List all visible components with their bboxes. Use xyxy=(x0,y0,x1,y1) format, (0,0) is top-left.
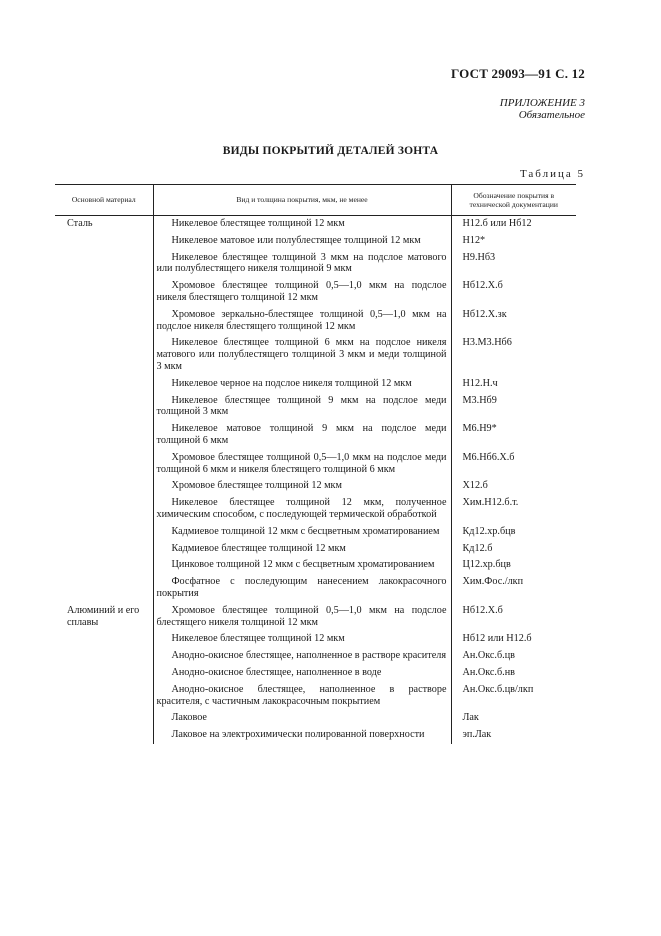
table-row xyxy=(55,278,576,307)
material-cell xyxy=(55,335,153,375)
designation-cell: Х12.б xyxy=(451,478,576,495)
material-cell xyxy=(55,557,153,574)
table-row xyxy=(55,376,576,393)
coating-cell: Кадмиевое толщиной 12 мкм с бесцветным хроматированием xyxy=(153,524,451,541)
table-row xyxy=(55,541,576,558)
material-cell xyxy=(55,631,153,648)
coating-cell: Анодно-окисное блестящее, наполненное в воде xyxy=(153,665,451,682)
designation-cell: Нб12.Х.б xyxy=(451,278,576,307)
coating-cell: Хромовое блестящее толщиной 12 мкм xyxy=(153,478,451,495)
coating-cell: Никелевое черное на подслое никеля толщиной 12 мкм xyxy=(153,376,451,393)
material-cell xyxy=(55,478,153,495)
coating-cell: Никелевое блестящее толщиной 3 мкм на подслое матового или полублестящего никеля толщиной 9 мкм xyxy=(153,250,451,279)
material-cell xyxy=(55,524,153,541)
material-cell: Сталь xyxy=(67,218,93,229)
table-row xyxy=(55,393,576,422)
designation-cell: эп.Лак xyxy=(451,727,576,744)
designation-cell: Ан.Окс.б.цв/лкп xyxy=(451,682,576,711)
table-row xyxy=(55,495,576,524)
material-cell xyxy=(55,393,153,422)
table-row xyxy=(55,524,576,541)
table-row xyxy=(55,631,576,648)
table-number: Таблица 5 xyxy=(519,168,585,180)
coating-cell: Лаковое xyxy=(153,710,451,727)
coating-cell: Анодно-окисное блестящее, наполненное в растворе красителя, с частичным лакокрасочным покрытием xyxy=(153,682,451,711)
material-cell xyxy=(55,376,153,393)
designation-cell: Н3.М3.Нб6 xyxy=(451,335,576,375)
coating-cell: Никелевое блестящее толщиной 12 мкм, полученное химическим способом, с последующей термической обработкой xyxy=(153,495,451,524)
designation-cell: Н12.Н.ч xyxy=(451,376,576,393)
table-row xyxy=(55,335,576,375)
material-cell xyxy=(55,278,153,307)
material-cell xyxy=(55,682,153,711)
material-cell: Алюминий и его сплавы xyxy=(67,604,140,628)
material-cell xyxy=(55,450,153,479)
table-row xyxy=(55,450,576,479)
table-row xyxy=(55,307,576,336)
table-header-row xyxy=(55,185,576,216)
table-row xyxy=(55,557,576,574)
designation-cell: Ц12.хр.бцв xyxy=(451,557,576,574)
table-row xyxy=(55,665,576,682)
designation-cell: Ан.Окс.б.нв xyxy=(451,665,576,682)
table-row xyxy=(55,421,576,450)
material-cell xyxy=(55,307,153,336)
material-cell xyxy=(55,665,153,682)
designation-cell: М6.Нб6.Х.б xyxy=(451,450,576,479)
coating-cell: Хромовое блестящее толщиной 0,5—1,0 мкм на подслое блестящего никеля толщиной 12 мкм xyxy=(153,603,451,632)
material-cell xyxy=(55,421,153,450)
coating-cell: Никелевое матовое толщиной 9 мкм на подслое меди толщиной 6 мкм xyxy=(153,421,451,450)
material-cell xyxy=(55,710,153,727)
designation-cell: Н9.Нб3 xyxy=(451,250,576,279)
column-header-material: Основной материал xyxy=(55,185,153,216)
table-row xyxy=(55,682,576,711)
material-cell xyxy=(55,727,153,744)
coating-cell: Фосфатное с последующим нанесением лакокрасочного покрытия xyxy=(153,574,451,603)
appendix-number: ПРИЛОЖЕНИЕ 3 xyxy=(499,97,585,109)
coating-cell: Никелевое блестящее толщиной 12 мкм xyxy=(153,216,451,233)
material-cell xyxy=(55,250,153,279)
coatings-table xyxy=(55,184,576,744)
designation-cell: Кд12.хр.бцв xyxy=(451,524,576,541)
material-cell xyxy=(55,233,153,250)
appendix-status: Обязательное xyxy=(518,109,585,121)
designation-cell: Нб12.Х.б xyxy=(451,603,576,632)
designation-cell: Н12* xyxy=(451,233,576,250)
table-row xyxy=(55,648,576,665)
coating-cell: Кадмиевое блестящее толщиной 12 мкм xyxy=(153,541,451,558)
material-cell xyxy=(55,541,153,558)
table-row xyxy=(55,478,576,495)
material-cell xyxy=(55,495,153,524)
material-cell xyxy=(55,648,153,665)
table-row xyxy=(55,574,576,603)
coating-cell: Анодно-окисное блестящее, наполненное в растворе красителя xyxy=(153,648,451,665)
coating-cell: Хромовое зеркально-блестящее толщиной 0,5—1,0 мкм на подслое никеля блестящего толщиной 12 мкм xyxy=(153,307,451,336)
designation-cell: М6.Н9* xyxy=(451,421,576,450)
column-header-designation: Обозначение покрытия в технической документации xyxy=(451,185,576,216)
material-cell xyxy=(55,574,153,603)
document-title: ВИДЫ ПОКРЫТИЙ ДЕТАЛЕЙ ЗОНТА xyxy=(222,145,439,157)
coating-cell: Лаковое на электрохимически полированной поверхности xyxy=(153,727,451,744)
table-row xyxy=(55,250,576,279)
coating-cell: Хромовое блестящее толщиной 0,5—1,0 мкм на подслое никеля блестящего толщиной 12 мкм xyxy=(153,278,451,307)
designation-cell: Хим.Н12.б.т. xyxy=(451,495,576,524)
designation-cell: Н12.б или Нб12 xyxy=(451,216,576,233)
coating-cell: Никелевое матовое или полублестящее толщиной 12 мкм xyxy=(153,233,451,250)
table-body xyxy=(55,216,576,744)
coating-cell: Никелевое блестящее толщиной 12 мкм xyxy=(153,631,451,648)
designation-cell: М3.Нб9 xyxy=(451,393,576,422)
table-row xyxy=(55,603,576,632)
designation-cell: Лак xyxy=(451,710,576,727)
table-row xyxy=(55,216,576,233)
table-row xyxy=(55,710,576,727)
coating-cell: Цинковое толщиной 12 мкм с бесцветным хроматированием xyxy=(153,557,451,574)
coating-cell: Хромовое блестящее толщиной 0,5—1,0 мкм на подслое меди толщиной 6 мкм и никеля блестящего толщиной 6 мкм xyxy=(153,450,451,479)
table-row xyxy=(55,727,576,744)
designation-cell: Нб12 или Н12.б xyxy=(451,631,576,648)
coating-cell: Никелевое блестящее толщиной 6 мкм на подслое никеля матового или полублестящего толщиной 3 мкм и меди толщиной 3 мкм xyxy=(153,335,451,375)
coating-cell: Никелевое блестящее толщиной 9 мкм на подслое меди толщиной 3 мкм xyxy=(153,393,451,422)
designation-cell: Хим.Фос./лкп xyxy=(451,574,576,603)
appendix-label xyxy=(500,97,585,121)
column-header-coating: Вид и толщина покрытия, мкм, не менее xyxy=(153,185,451,216)
table-row xyxy=(55,233,576,250)
designation-cell: Кд12.б xyxy=(451,541,576,558)
page-header-gost: ГОСТ 29093—91 С. 12 xyxy=(451,66,585,81)
designation-cell: Ан.Окс.б.цв xyxy=(451,648,576,665)
designation-cell: Нб12.Х.зк xyxy=(451,307,576,336)
